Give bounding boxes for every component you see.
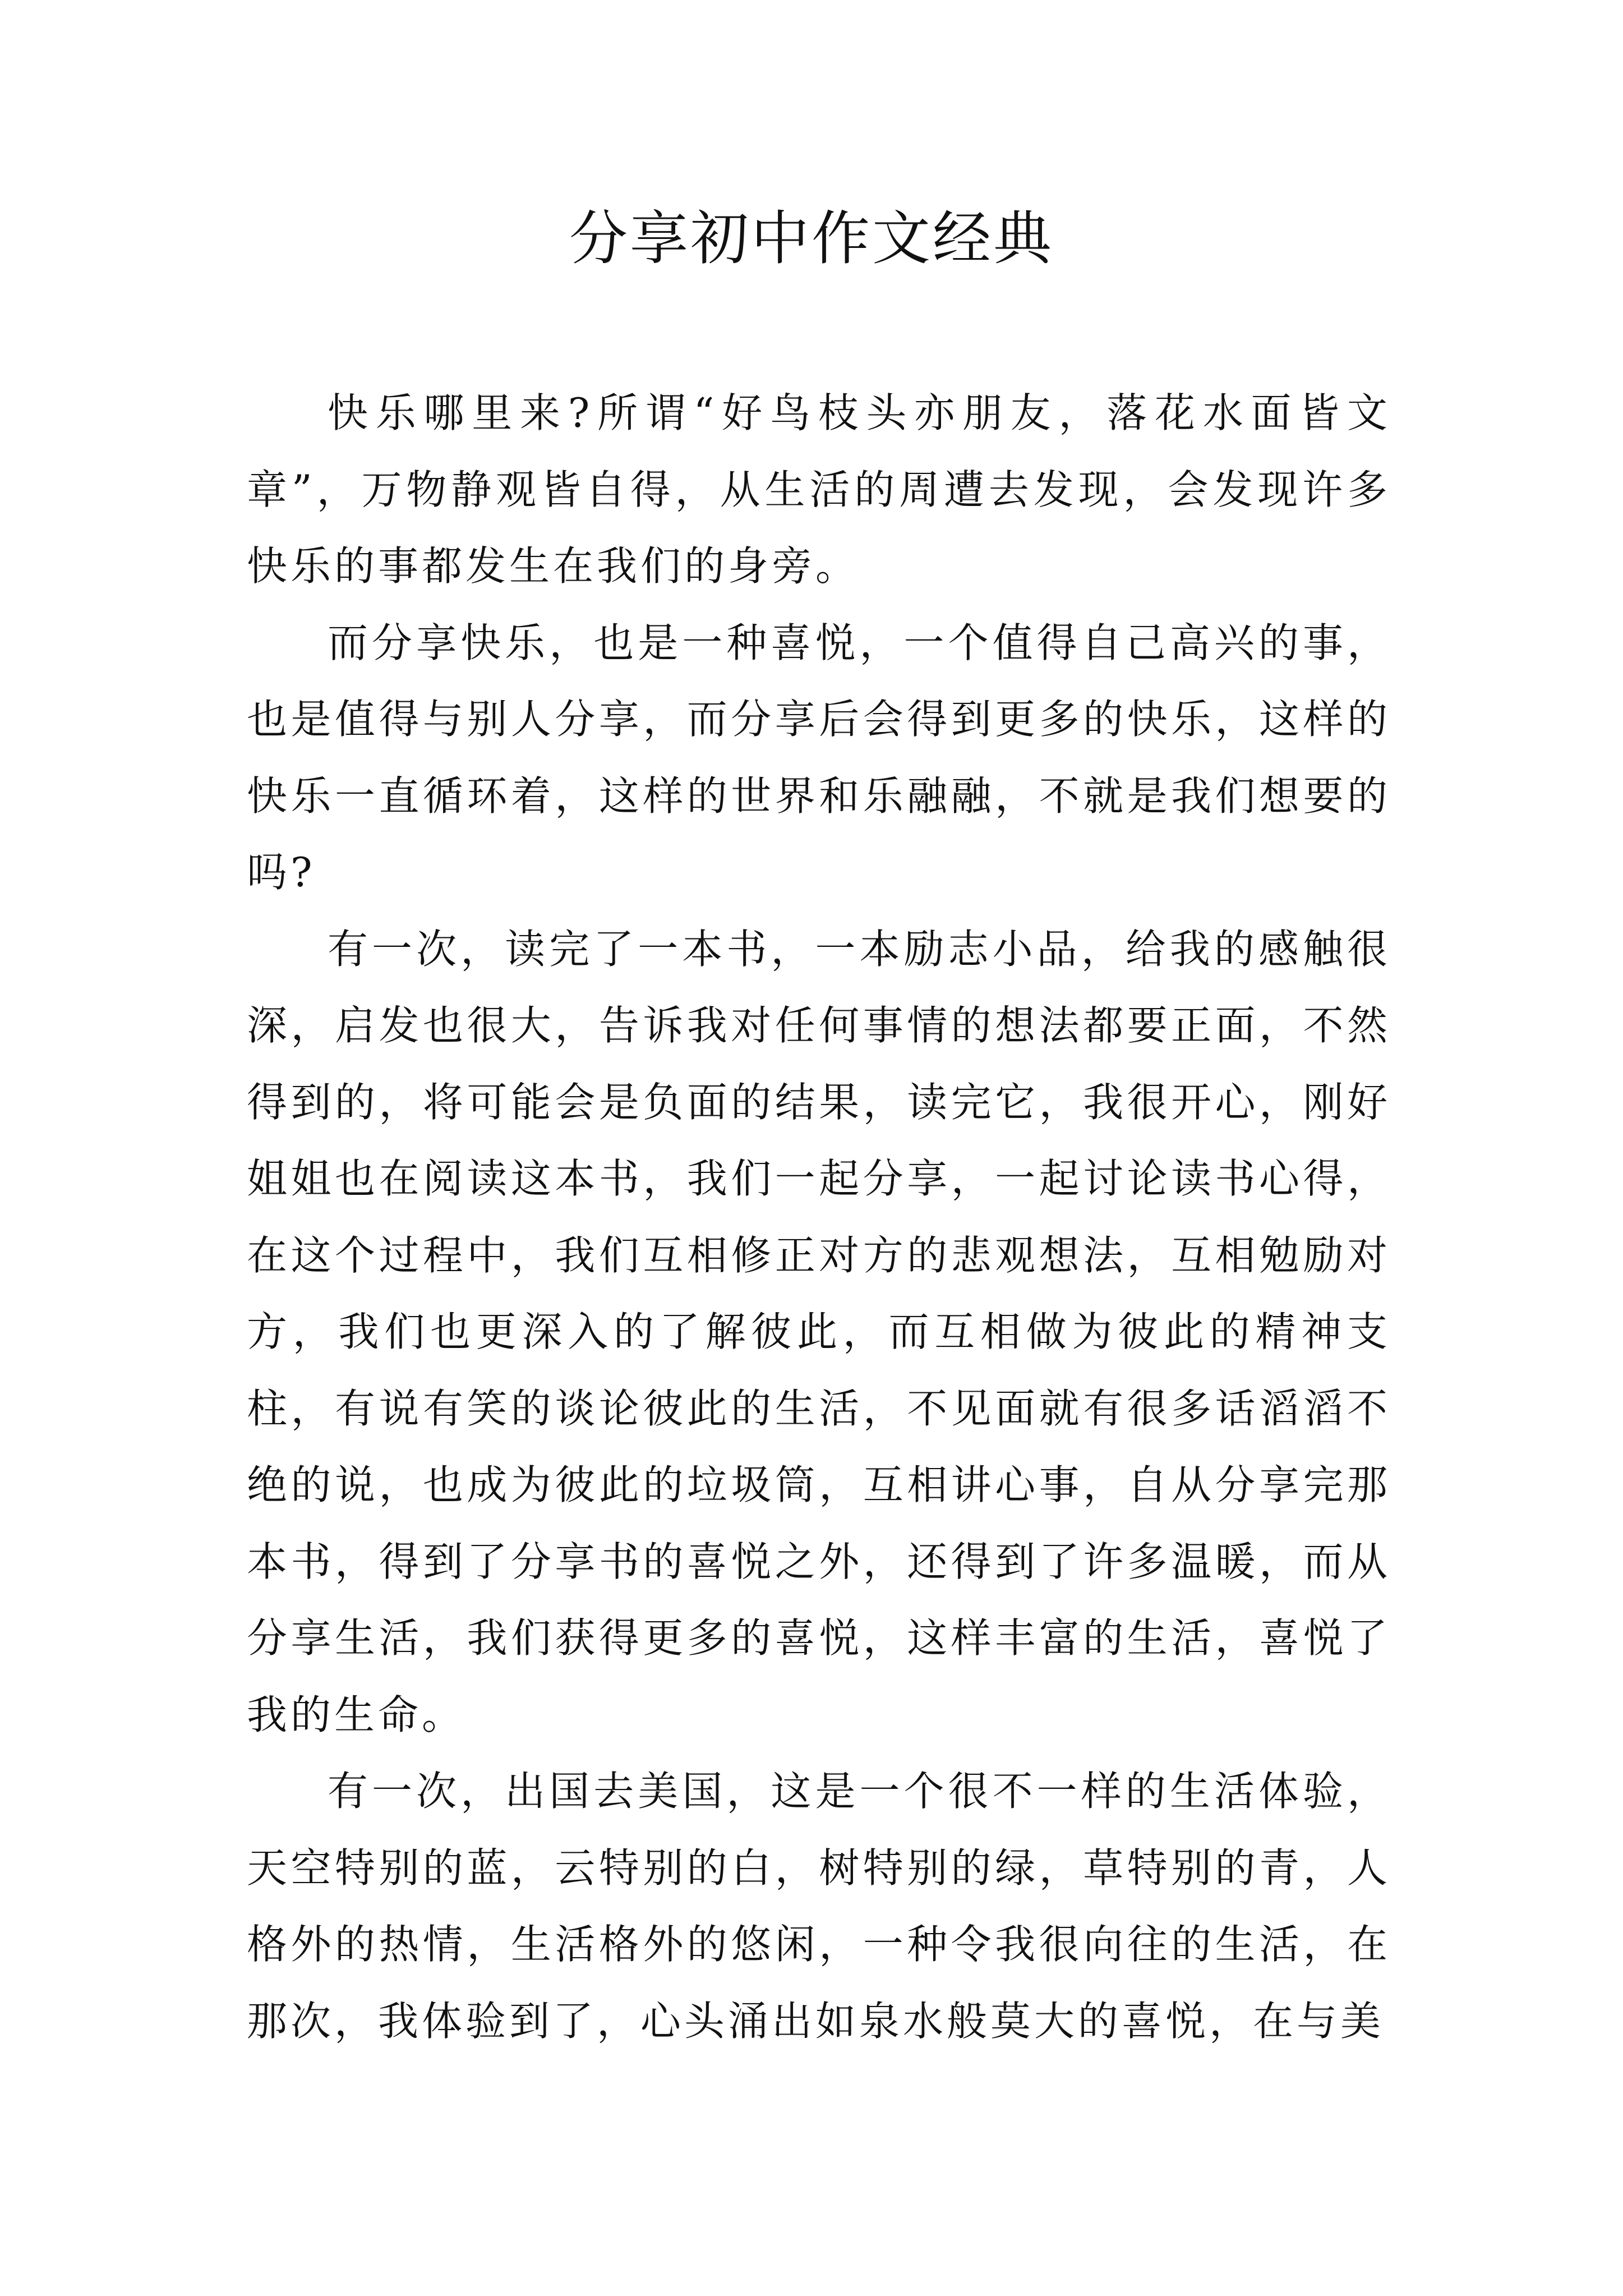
document-title: 分享初中作文经典 [569, 204, 1054, 273]
paragraph: 而分享快乐，也是一种喜悦，一个值得自己高兴的事，也是值得与别人分享，而分享后会得到更多的快乐，这样的快乐一直循环着，这样的世界和乐融融，不就是我们想要的吗? [247, 619, 1391, 896]
paragraph: 快乐哪里来?所谓“好鸟枝头亦朋友，落花水面皆文章”，万物静观皆自得，从生活的周遭去发现，会发现许多快乐的事都发生在我们的身旁。 [247, 389, 1391, 590]
document-body [247, 375, 1391, 2059]
paragraph: 有一次，读完了一本书，一本励志小品，给我的感触很深，启发也很大，告诉我对任何事情的想法都要正面，不然得到的，将可能会是负面的结果，读完它，我很开心，刚好姐姐也在阅读这本书，我们一起分享，一起讨论读书心得，在这个过程中，我们互相修正对方的悲观想法，互相勉励对方，我们也更深入的了解彼此，而互相做为彼此的精神支柱，有说有笑的谈论彼此的生活，不见面就有很多话滔滔不绝的说，也成为彼此的垃圾筒，互相讲心事，自从分享完那本书，得到了分享书的喜悦之外，还得到了许多温暖，而从分享生活，我们获得更多的喜悦，这样丰富的生活，喜悦了我的生命。 [247, 925, 1391, 1738]
paragraph: 有一次，出国去美国，这是一个很不一样的生活体验，天空特别的蓝，云特别的白，树特别的绿，草特别的青，人格外的热情，生活格外的悠闲，一种令我很向往的生活，在那次，我体验到了，心头涌出如泉水般莫大的喜悦，在与美 [247, 1768, 1391, 2045]
